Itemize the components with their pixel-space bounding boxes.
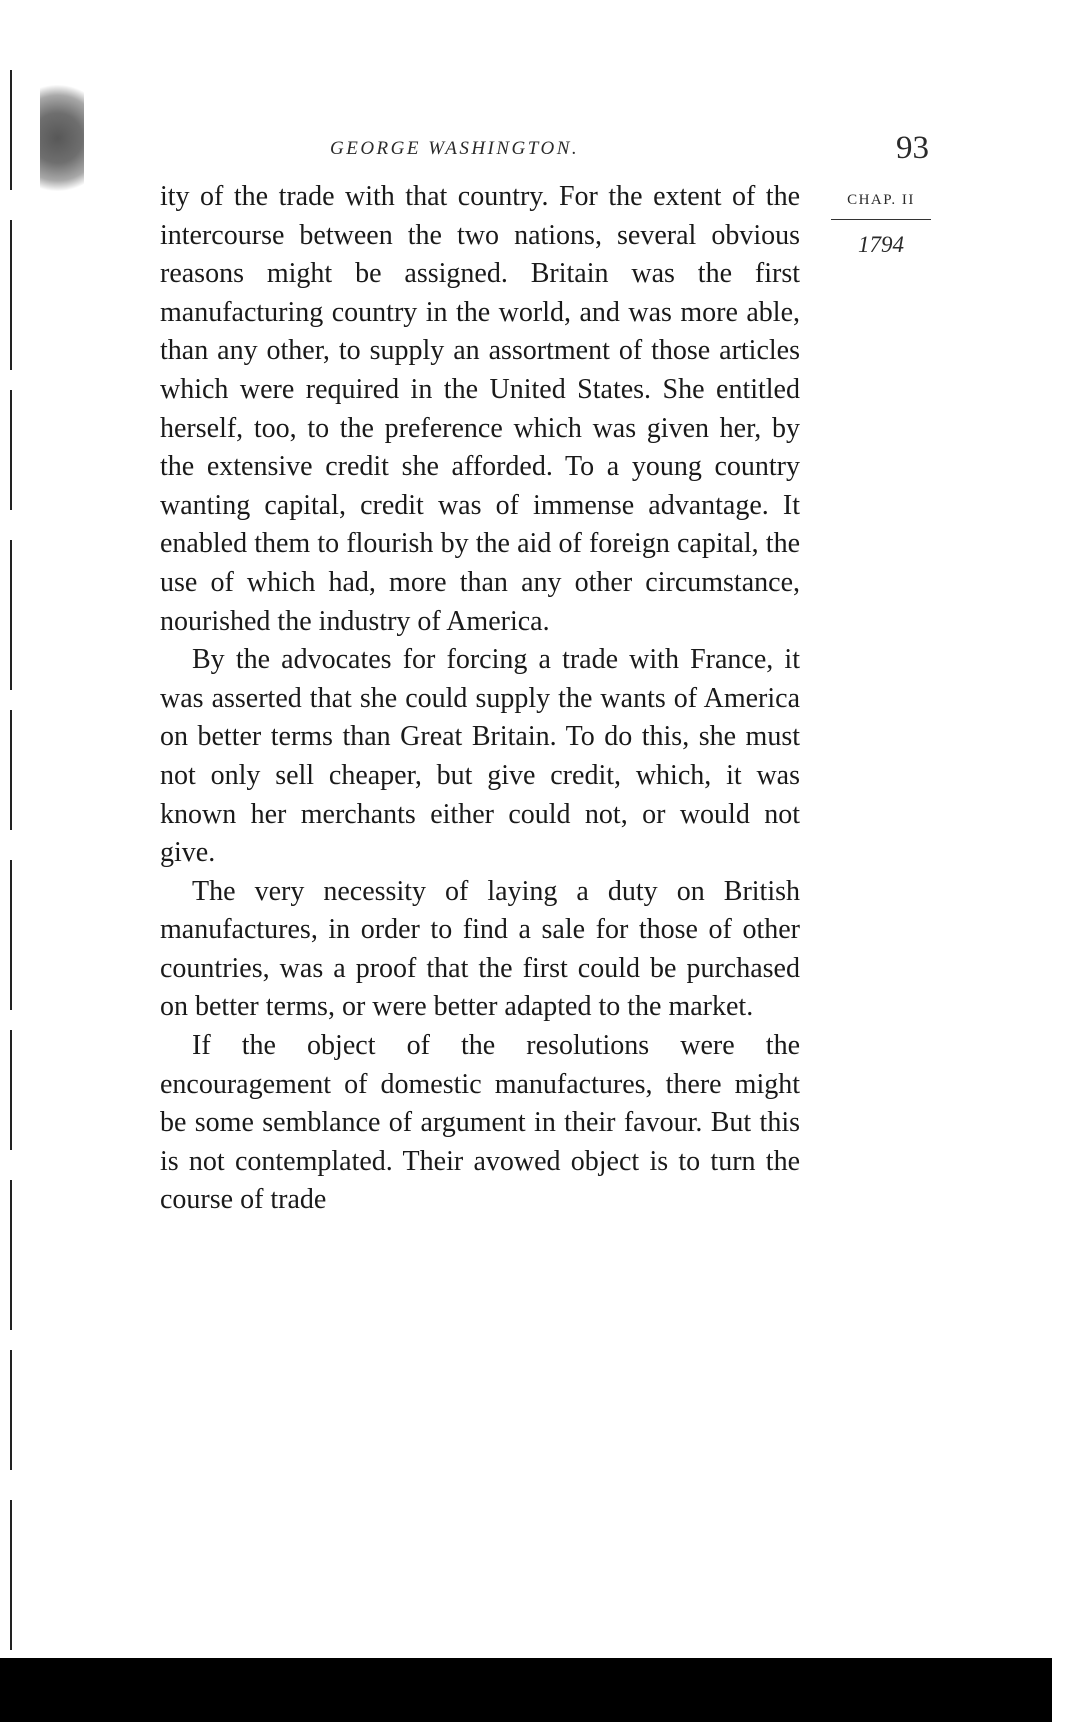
scan-edge-line [10,70,12,1680]
paragraph: By the advocates for forcing a trade with France, it was asserted that she could supply the wants of America on better terms than Great Britain. To do this, she must not only sell cheaper, but give credit, which, it was known her merchants either could not, or would not give. [160,644,800,869]
margin-year: 1794 [858,232,904,257]
margin-chapter-label: CHAP. II [831,192,931,220]
running-head: GEORGE WASHINGTON. [330,138,580,159]
scan-bottom-bar [0,1658,1052,1722]
body-text [160,178,800,1220]
paragraph: If the object of the resolutions were the encouragement of domestic manufactures, there might be some semblance of argument in their favour. But this is not contemplated. Their avowed object is to turn the course of trade [160,1030,800,1216]
paragraph: The very necessity of laying a duty on British manufactures, in order to find a sale for those of other countries, was a proof that the first could be purchased on better terms, or were better adapted to the market. [160,875,800,1023]
paragraph: ity of the trade with that country. For the extent of the intercourse between the two nations, several obvious reasons might be assigned. Britain was the first manufacturing country in the world, and was more able, than any other, to supply an assortment of those articles which were required in the United States. She entitled herself, too, to the preference which was given her, by the extensive credit she afforded. To a young country wanting capital, credit was of immense advantage. It enabled them to flourish by the aid of foreign capital, the use of which had, more than any other circumstance, nourished the industry of America. [160,181,800,637]
page-number: 93 [896,130,929,166]
binding-mark [40,72,84,204]
